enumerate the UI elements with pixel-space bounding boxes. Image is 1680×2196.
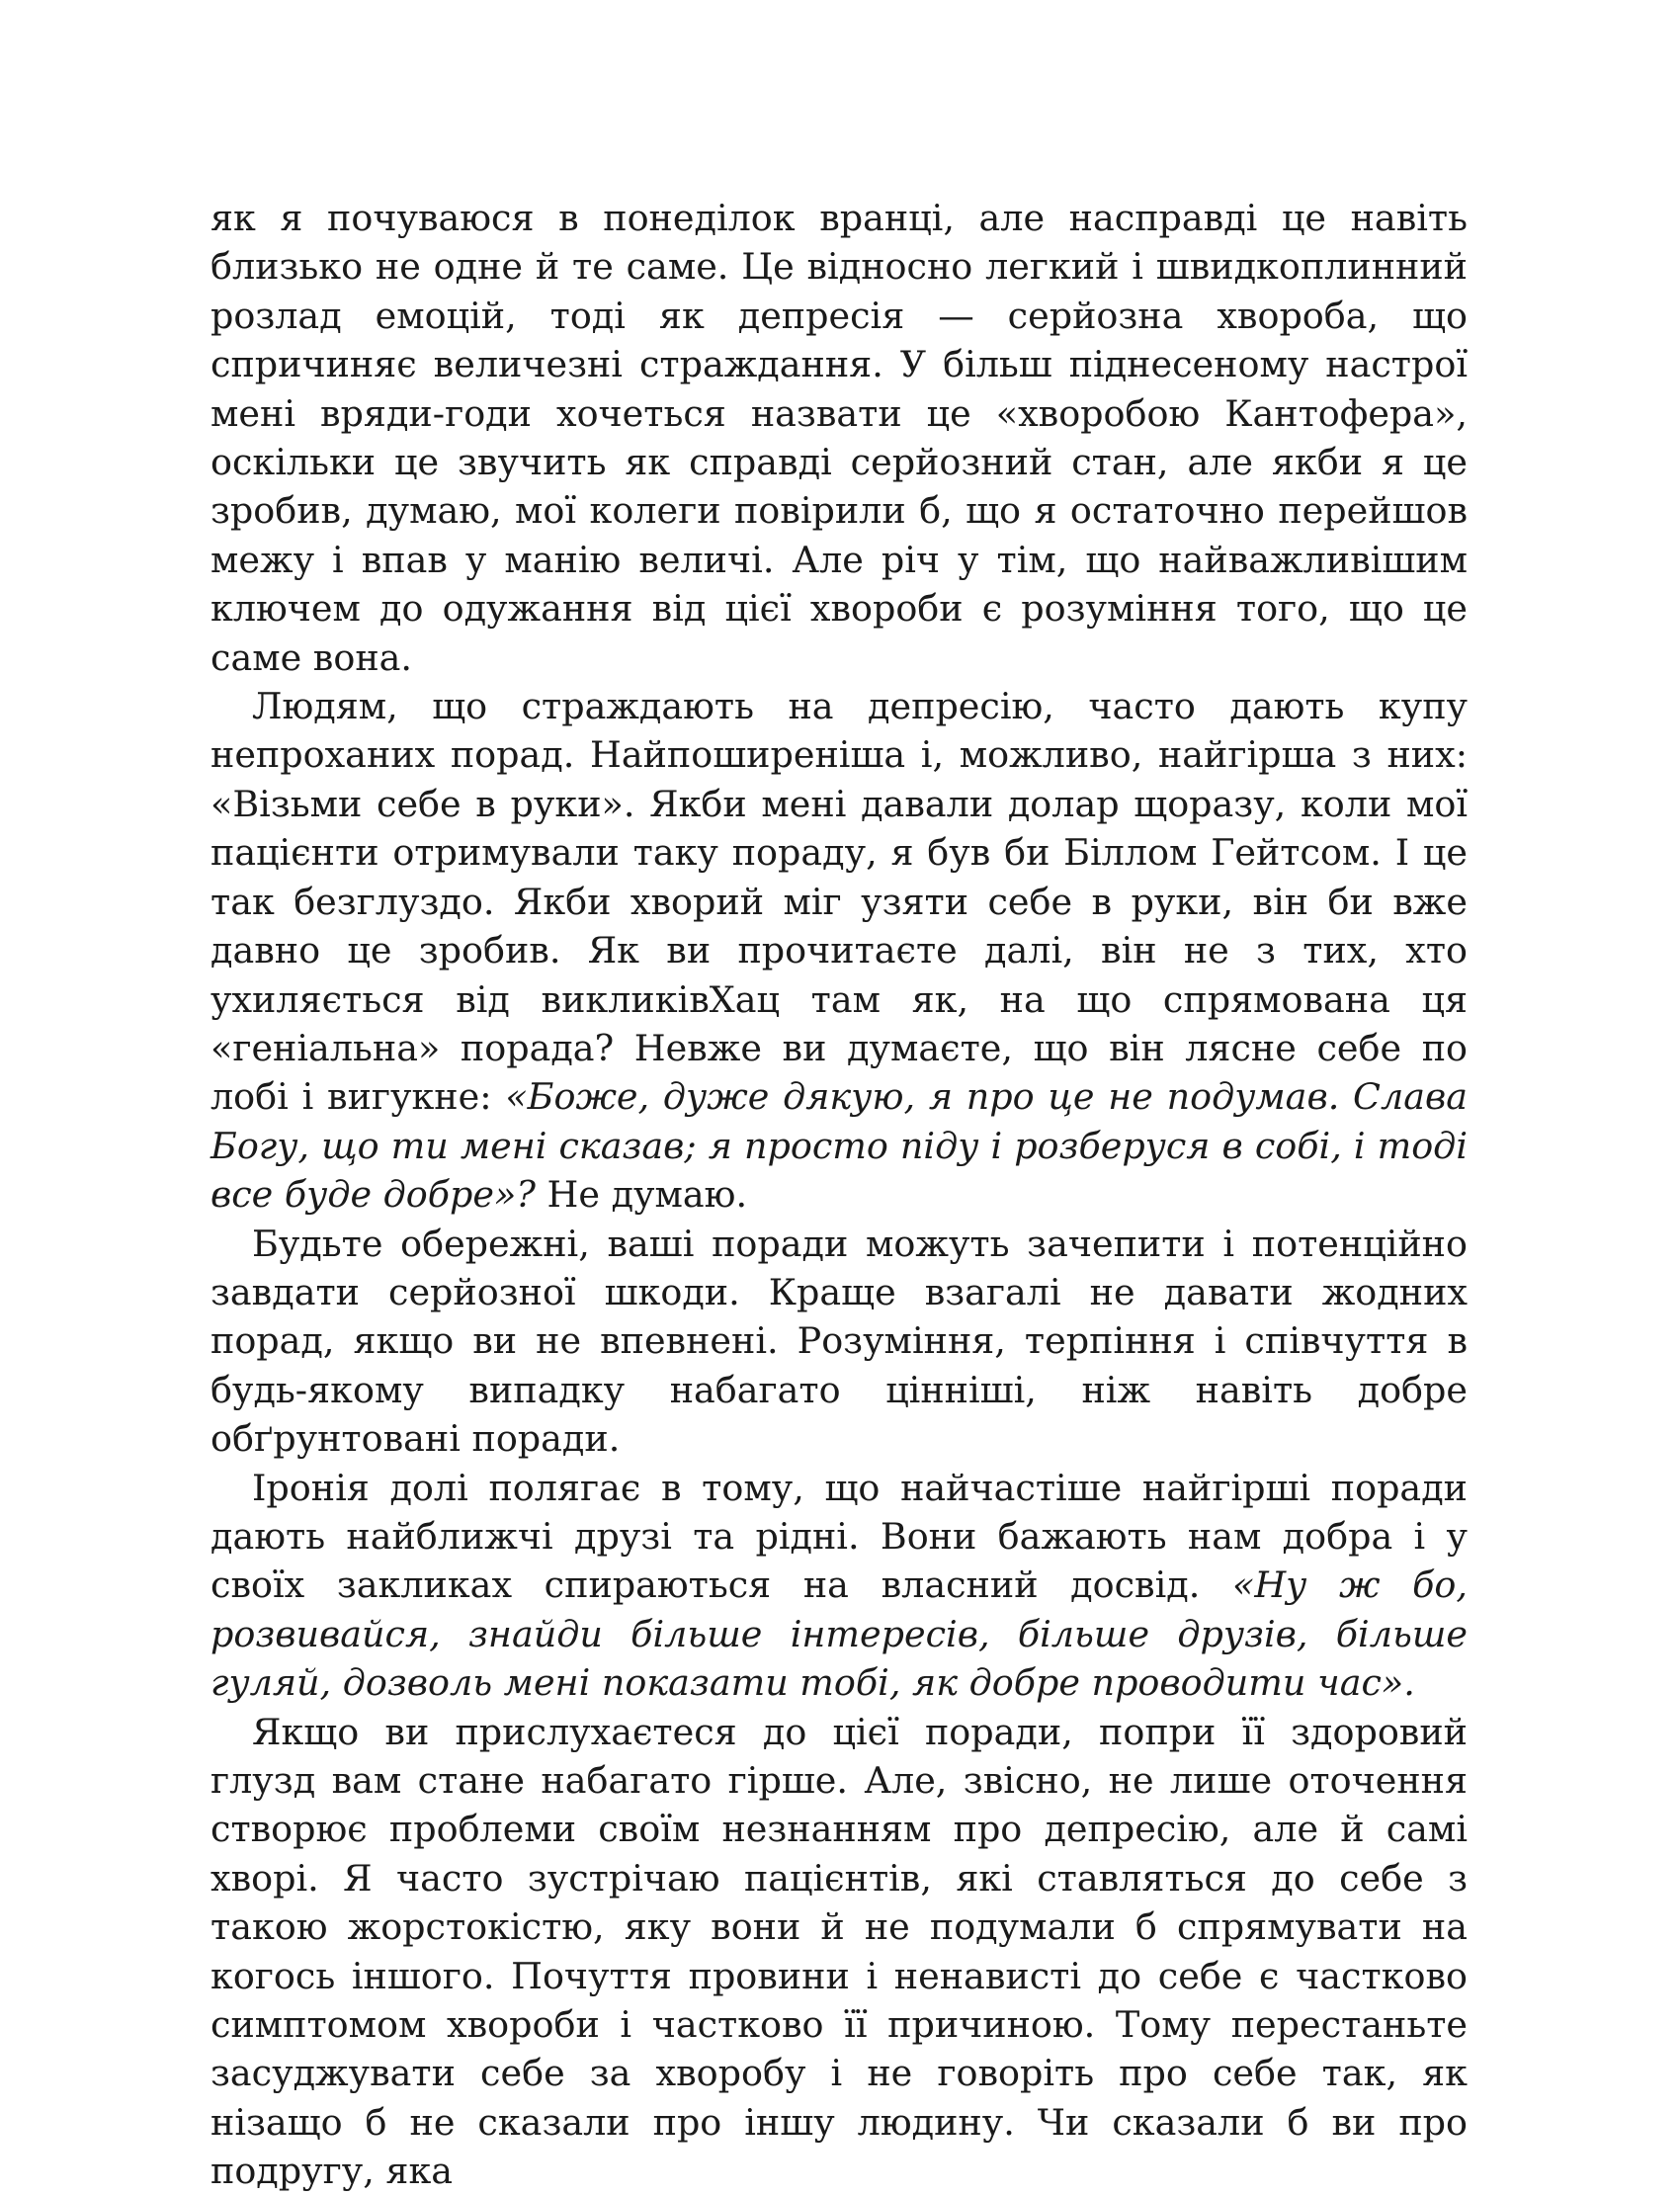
paragraph-2-ending: Не думаю.: [535, 1173, 748, 1217]
paragraph-1-text: як я почуваюся в понеділок вранці, але насправді це навіть близько не одне й те саме. Це відносно легкий і швидкоплинний розлад емоцій, тоді як депресія — серйозна хвороба, що спричиняє величезні страждання. У більш піднесеному настрої мені вряди-годи хочеться назвати це «хворобою Кантофера», оскільки це звучить як справді серйозний стан, але якби я це зробив, думаю, мої колеги повірили б, що я остаточно перейшов межу і впав у манію величі. Але річ у тім, що найважливішим ключем до одужання від цієї хвороби є розуміння того, що це саме вона.: [210, 197, 1468, 679]
paragraph-2-quote: «Боже, дуже дякую, я про це не подумав. Слава Богу, що ти мені сказав; я просто піду і розберуся в собі, і тоді все буде добре»?: [210, 1075, 1468, 1217]
paragraph-2-text: Людям, що страждають на депресію, часто дають купу непроханих порад. Найпоширеніша і, можливо, найгірша з них: «Візьми себе в руки». Якби мені давали долар щоразу, коли мої пацієнти отримували таку пораду, я був би Біллом Гейтсом. І це так безглуздо. Якби хворий міг узяти себе в руки, він би вже давно це зробив. Як ви прочитаєте далі, він не з тих, хто ухиляється від викликівХац там як, на що спрямована ця «геніальна» порада? Невже ви думаєте, що він ляснe себе по лобі і вигукне:: [210, 685, 1468, 1119]
page-body: [210, 194, 1468, 2196]
paragraph-4-quote: «Ну ж бо, розвивайся, знайди більше інтересів, більше друзів, більше гуляй, дозволь мені показати тобі, як добре проводити час».: [210, 1563, 1468, 1705]
paragraph-3-text: Будьте обережні, ваші поради можуть зачепити і потенційно завдати серйозної шкоди. Краще взагалі не давати жодних порад, якщо ви не впевнені. Розуміння, терпіння і співчуття в будь-якому випадку набагато цінніші, ніж навіть добре обґрунтовані поради.: [210, 1222, 1468, 1461]
paragraph-4: [210, 1464, 1468, 1708]
paragraph-2: [210, 682, 1468, 1219]
paragraph-3: [210, 1220, 1468, 1464]
paragraph-5: [210, 1708, 1468, 2196]
paragraph-4-text: Іронія долі полягає в тому, що найчастіше найгірші поради дають найближчі друзі та рідні. Вони бажають нам добра і у своїх закликах спираються на власний досвід.: [210, 1466, 1468, 1607]
paragraph-1: [210, 194, 1468, 682]
paragraph-5-text: Якщо ви прислухаєтеся до цієї поради, попри її здоровий глузд вам стане набагато гірше. Але, звісно, не лише оточення створює проблеми своїм незнанням про депресію, але й самі хворі. Я часто зустрічаю пацієнтів, які ставляться до себе з такою жорстокістю, яку вони й не подумали б спрямувати на когось іншого. Почуття провини і ненависті до себе є частково симптомом хвороби і частково її причиною. Тому перестаньте засуджувати себе за хворобу і не говоріть про себе так, як нізащо б не сказали про іншу людину. Чи сказали б ви про подругу, яка: [210, 1710, 1468, 2193]
